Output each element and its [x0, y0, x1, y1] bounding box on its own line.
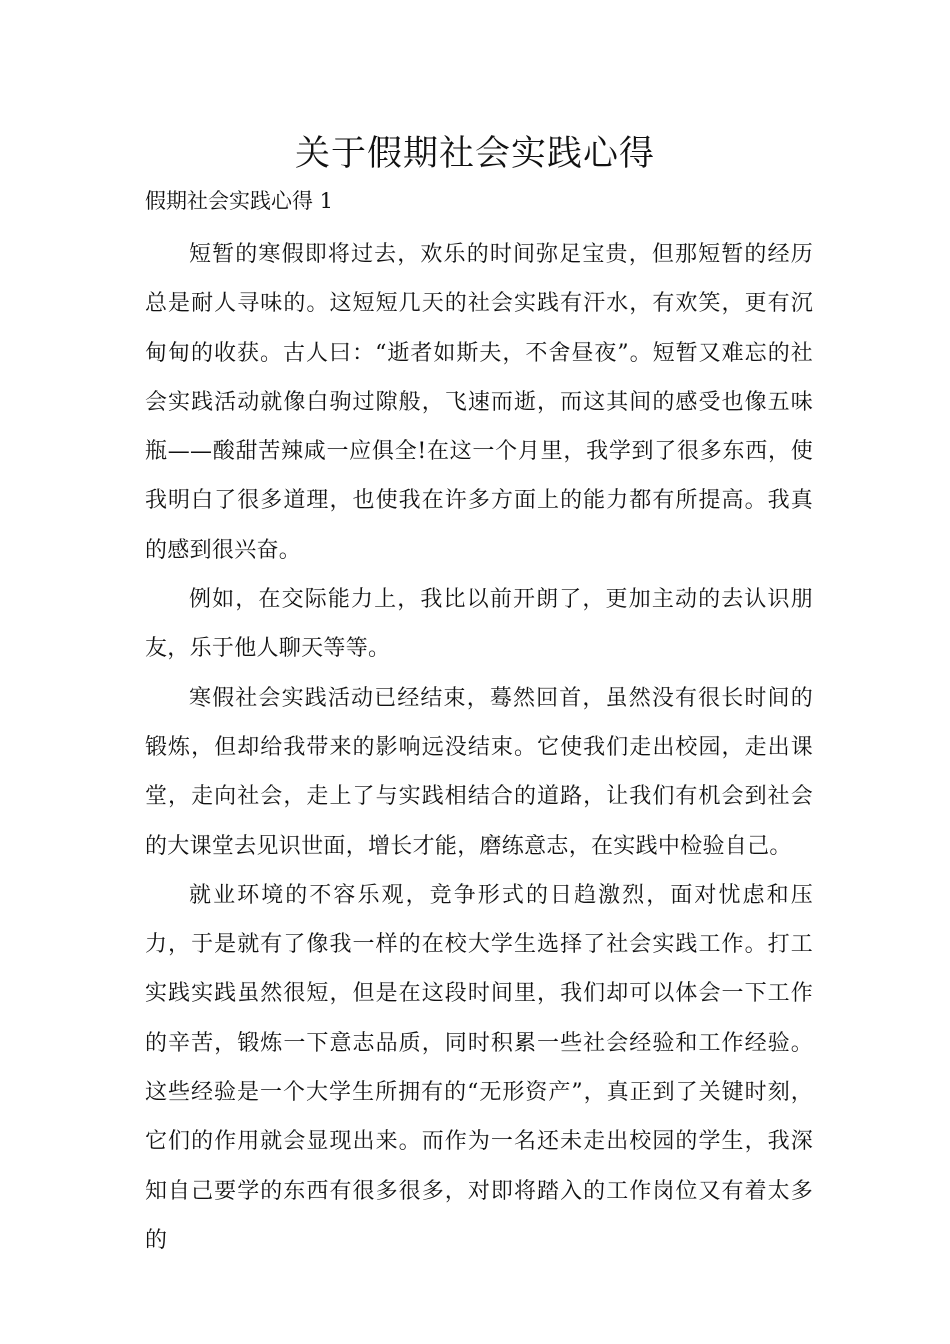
section-heading: 假期社会实践心得 1 [145, 189, 334, 213]
paragraph-1: 短暂的寒假即将过去，欢乐的时间弥足宝贵，但那短暂的经历总是耐人寻味的。这短短几天的社会实践有汗水，有欢笑，更有沉甸甸的收获。古人曰：“逝者如斯夫，不舍昼夜”。短暂又难忘的社会实践活动就像白驹过隙般，飞速而逝，而这其间的感受也像五味瓶——酸甜苦辣咸一应俱全!在这一个月里，我学到了很多东西，使我明白了很多道理，也使我在许多方面上的能力都有所提高。我真的感到很兴奋。 [145, 242, 813, 563]
paragraph-2: 例如，在交际能力上，我比以前开朗了，更加主动的去认识朋友，乐于他人聊天等等。 [145, 587, 813, 662]
document-title: 关于假期社会实践心得 [294, 134, 655, 174]
paragraph-3: 寒假社会实践活动已经结束，蓦然回首，虽然没有很长时间的锻炼，但却给我带来的影响远没结束。它使我们走出校园，走出课堂，走向社会，走上了与实践相结合的道路，让我们有机会到社会的大课堂去见识世面，增长才能，磨练意志，在实践中检验自己。 [145, 685, 813, 859]
document-body [145, 230, 813, 1265]
paragraph-4: 就业环境的不容乐观，竞争形式的日趋激烈，面对忧虑和压力，于是就有了像我一样的在校大学生选择了社会实践工作。打工实践实践虽然很短，但是在这段时间里，我们却可以体会一下工作的辛苦，锻炼一下意志品质，同时积累一些社会经验和工作经验。这些经验是一个大学生所拥有的“无形资产”，真正到了关键时刻，它们的作用就会显现出来。而作为一名还未走出校园的学生，我深知自己要学的东西有很多很多，对即将踏入的工作岗位又有着太多的 [145, 882, 813, 1253]
